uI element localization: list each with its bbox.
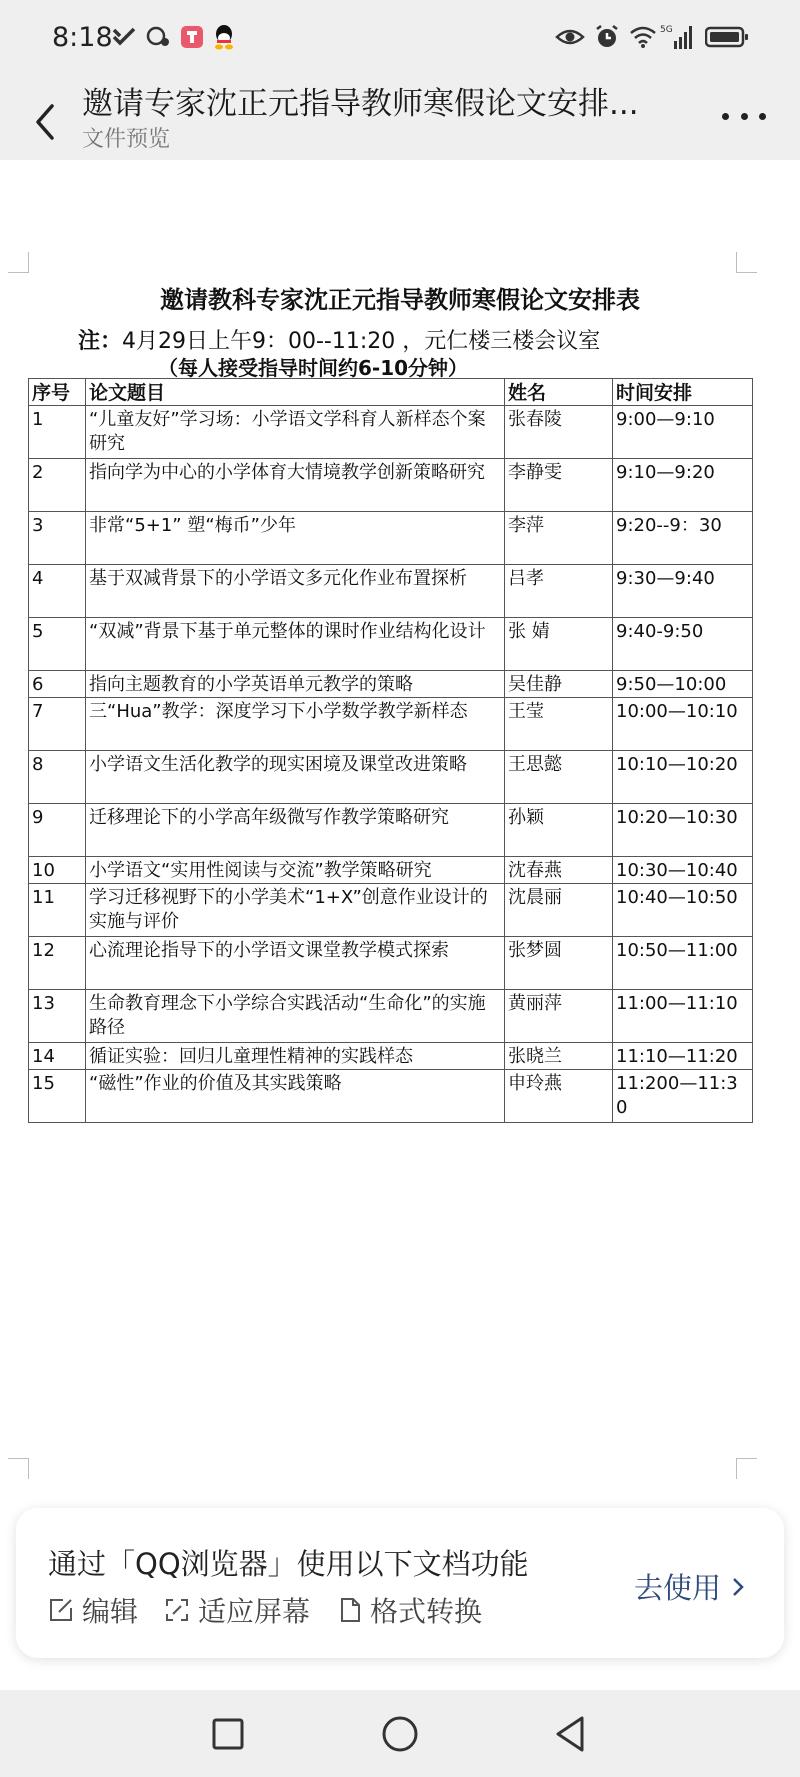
cell-title: 指向主题教育的小学英语单元教学的策略 bbox=[86, 671, 505, 698]
app-header bbox=[0, 76, 800, 160]
recent-apps-button[interactable] bbox=[204, 1710, 252, 1758]
cell-time: 11:200—11:30 bbox=[613, 1070, 753, 1123]
cell-number: 11 bbox=[29, 884, 86, 937]
page-corner-marker bbox=[736, 252, 757, 273]
cell-title: 小学语文生活化教学的现实困境及课堂改进策略 bbox=[86, 751, 505, 804]
cell-name: 李萍 bbox=[505, 512, 613, 565]
table-row bbox=[29, 857, 753, 884]
more-dot-icon bbox=[759, 113, 766, 120]
cell-number: 13 bbox=[29, 990, 86, 1043]
page-subtitle: 文件预览 bbox=[82, 127, 171, 152]
cell-time: 10:10—10:20 bbox=[613, 751, 753, 804]
cell-number: 7 bbox=[29, 698, 86, 751]
cell-number: 12 bbox=[29, 937, 86, 990]
cell-number: 6 bbox=[29, 671, 86, 698]
table-row bbox=[29, 804, 753, 857]
cell-name: 吴佳静 bbox=[505, 671, 613, 698]
cell-time: 10:40—10:50 bbox=[613, 884, 753, 937]
table-row bbox=[29, 565, 753, 618]
cell-time: 10:50—11:00 bbox=[613, 937, 753, 990]
table-row bbox=[29, 618, 753, 671]
column-header-name: 姓名 bbox=[505, 379, 613, 406]
cell-title: 循证实验：回归儿童理性精神的实践样态 bbox=[86, 1043, 505, 1070]
column-header-number: 序号 bbox=[29, 379, 86, 406]
square-icon bbox=[204, 1710, 252, 1758]
note-label: 注： bbox=[78, 329, 123, 354]
table-row bbox=[29, 1070, 753, 1123]
format-convert-label: 格式转换 bbox=[370, 1595, 483, 1628]
more-options-button[interactable] bbox=[722, 98, 766, 134]
triangle-back-icon bbox=[546, 1710, 594, 1758]
column-header-time: 时间安排 bbox=[613, 379, 753, 406]
network-type-label: 5G bbox=[660, 25, 673, 35]
table-row bbox=[29, 406, 753, 459]
edit-label: 编辑 bbox=[82, 1595, 139, 1628]
table-row bbox=[29, 884, 753, 937]
cell-time: 10:00—10:10 bbox=[613, 698, 753, 751]
format-convert-button[interactable] bbox=[338, 1590, 482, 1630]
document-title: 邀请教科专家沈正元指导教师寒假论文安排表 bbox=[160, 286, 640, 314]
schedule-table bbox=[28, 378, 753, 1123]
wifi-icon bbox=[628, 22, 658, 52]
cell-number: 14 bbox=[29, 1043, 86, 1070]
document-note-duration: （每人接受指导时间约6-10分钟） bbox=[158, 356, 469, 380]
cell-name: 沈晨丽 bbox=[505, 884, 613, 937]
chevron-left-icon bbox=[26, 90, 66, 146]
app-notification-icon bbox=[178, 22, 206, 52]
cell-number: 4 bbox=[29, 565, 86, 618]
table-header-row bbox=[29, 379, 753, 406]
cell-name: 王思懿 bbox=[505, 751, 613, 804]
cell-title: 非常“5+1” 塑“梅币”少年 bbox=[86, 512, 505, 565]
cell-name: 孙颖 bbox=[505, 804, 613, 857]
cell-name: 张梦圆 bbox=[505, 937, 613, 990]
cell-time: 10:20—10:30 bbox=[613, 804, 753, 857]
cell-time: 9:30—9:40 bbox=[613, 565, 753, 618]
chat-bubble-icon bbox=[144, 22, 172, 52]
cell-name: 王莹 bbox=[505, 698, 613, 751]
home-button[interactable] bbox=[376, 1710, 424, 1758]
cell-time: 9:00—9:10 bbox=[613, 406, 753, 459]
cell-time: 10:30—10:40 bbox=[613, 857, 753, 884]
cell-number: 3 bbox=[29, 512, 86, 565]
cell-number: 1 bbox=[29, 406, 86, 459]
banner-text: 通过「QQ浏览器」使用以下文档功能 bbox=[48, 1547, 529, 1581]
cell-number: 2 bbox=[29, 459, 86, 512]
page-corner-marker bbox=[8, 252, 29, 273]
cell-time: 9:50—10:00 bbox=[613, 671, 753, 698]
cell-title: 小学语文“实用性阅读与交流”教学策略研究 bbox=[86, 857, 505, 884]
cell-time: 11:10—11:20 bbox=[613, 1043, 753, 1070]
table-row bbox=[29, 937, 753, 990]
status-bar bbox=[0, 0, 800, 76]
qq-browser-banner bbox=[16, 1508, 784, 1658]
cell-name: 张春陵 bbox=[505, 406, 613, 459]
fit-screen-icon bbox=[164, 1597, 190, 1623]
back-nav-button[interactable] bbox=[546, 1710, 594, 1758]
cellular-signal-icon bbox=[660, 22, 696, 52]
fit-screen-button[interactable] bbox=[164, 1590, 310, 1630]
chevron-right-icon bbox=[731, 1576, 745, 1598]
cell-title: 生命教育理念下小学综合实践活动“生命化”的实施路径 bbox=[86, 990, 505, 1043]
cell-time: 9:10—9:20 bbox=[613, 459, 753, 512]
cell-title: 指向学为中心的小学体育大情境教学创新策略研究 bbox=[86, 459, 505, 512]
alarm-icon bbox=[592, 22, 622, 52]
cell-name: 张 婧 bbox=[505, 618, 613, 671]
cell-time: 11:00—11:10 bbox=[613, 990, 753, 1043]
document-note bbox=[78, 324, 600, 355]
page-corner-marker bbox=[736, 1458, 757, 1479]
back-button[interactable] bbox=[26, 90, 66, 146]
note-text: 4月29日上午9：00--11:20 ，元仁楼三楼会议室 bbox=[122, 329, 601, 354]
battery-icon bbox=[704, 22, 750, 52]
table-row bbox=[29, 459, 753, 512]
table-row bbox=[29, 671, 753, 698]
cell-number: 9 bbox=[29, 804, 86, 857]
cell-title: 基于双减背景下的小学语文多元化作业布置探析 bbox=[86, 565, 505, 618]
more-dot-icon bbox=[741, 113, 748, 120]
qq-icon bbox=[210, 22, 238, 52]
table-row bbox=[29, 990, 753, 1043]
document-preview[interactable] bbox=[0, 160, 800, 1690]
table-row bbox=[29, 751, 753, 804]
cell-name: 沈春燕 bbox=[505, 857, 613, 884]
table-row bbox=[29, 1043, 753, 1070]
cell-number: 15 bbox=[29, 1070, 86, 1123]
edit-button[interactable] bbox=[48, 1590, 138, 1630]
cell-title: 迁移理论下的小学高年级微写作教学策略研究 bbox=[86, 804, 505, 857]
cell-name: 吕孝 bbox=[505, 565, 613, 618]
cell-number: 8 bbox=[29, 751, 86, 804]
cell-title: “儿童友好”学习场：小学语文学科育人新样态个案研究 bbox=[86, 406, 505, 459]
cell-name: 张晓兰 bbox=[505, 1043, 613, 1070]
cell-time: 9:20--9：30 bbox=[613, 512, 753, 565]
signal-app-icon bbox=[110, 22, 138, 52]
go-use-button[interactable] bbox=[634, 1566, 745, 1607]
cell-time: 9:40-9:50 bbox=[613, 618, 753, 671]
eye-icon bbox=[554, 22, 586, 52]
cell-title: 心流理论指导下的小学语文课堂教学模式探索 bbox=[86, 937, 505, 990]
cell-title: “双减”背景下基于单元整体的课时作业结构化设计 bbox=[86, 618, 505, 671]
more-dot-icon bbox=[722, 113, 729, 120]
cell-number: 5 bbox=[29, 618, 86, 671]
cell-name: 黄丽萍 bbox=[505, 990, 613, 1043]
page-title: 邀请专家沈正元指导教师寒假论文安排... bbox=[82, 86, 639, 122]
edit-icon bbox=[48, 1597, 74, 1623]
column-header-title: 论文题目 bbox=[86, 379, 505, 406]
cell-name: 申玲燕 bbox=[505, 1070, 613, 1123]
table-row bbox=[29, 512, 753, 565]
document-icon bbox=[338, 1597, 362, 1623]
status-time: 8:18 bbox=[52, 22, 113, 53]
system-navigation-bar bbox=[0, 1690, 800, 1777]
circle-icon bbox=[376, 1710, 424, 1758]
cell-number: 10 bbox=[29, 857, 86, 884]
cell-title: 学习迁移视野下的小学美术“1+X”创意作业设计的实施与评价 bbox=[86, 884, 505, 937]
go-use-label: 去使用 bbox=[634, 1571, 722, 1605]
fit-screen-label: 适应屏幕 bbox=[198, 1595, 311, 1628]
cell-title: “磁性”作业的价值及其实践策略 bbox=[86, 1070, 505, 1123]
table-row bbox=[29, 698, 753, 751]
cell-title: 三“Hua”教学：深度学习下小学数学教学新样态 bbox=[86, 698, 505, 751]
page-corner-marker bbox=[8, 1458, 29, 1479]
cell-name: 李静雯 bbox=[505, 459, 613, 512]
